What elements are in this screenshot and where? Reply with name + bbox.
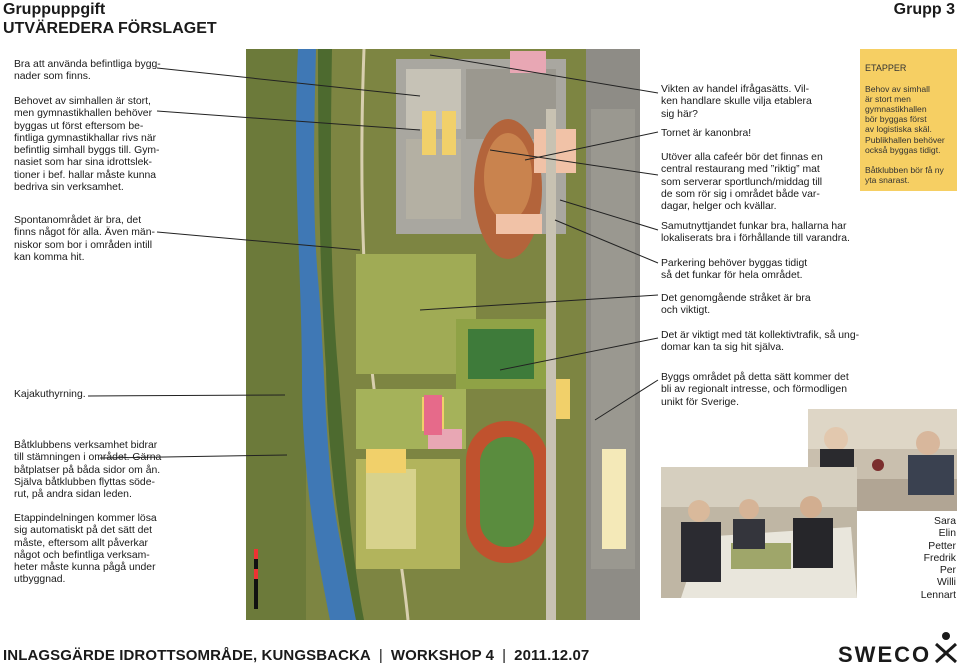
note-through-route: Det genomgående stråket är bra och viktigt. — [661, 293, 811, 317]
footer-workshop: WORKSHOP 4 — [390, 647, 495, 664]
participant-name: Petter — [928, 540, 956, 552]
group-label: Grupp 3 — [893, 1, 955, 18]
sweco-logo-text: SWECO — [838, 642, 932, 666]
note-swimming-hall: Behovet av simhallen är stort, men gymnastikhallen behöver byggas ut först eftersom be- fintliga gymnastikhallar rivs när befintlig simhall byggs till. Gym- nasiet som har sina idrottslek- tioner i bef. hallar måste kunna bedriva sin verksamhet. — [14, 96, 160, 194]
sticky-title: ETAPPER — [865, 63, 907, 74]
footer-project: INLAGSGÄRDE IDROTTSOMRÅDE, KUNGSBACKA — [3, 647, 371, 664]
participant-name: Willi — [936, 577, 956, 589]
note-parking: Parkering behöver byggas tidigt så det funkar för hela området. — [661, 258, 808, 282]
workshop-photo-2 — [661, 467, 857, 598]
note-regional-interest: Byggs området på detta sätt kommer det bli av regionalt intresse, och förmodligen unikt för Sverige. — [661, 372, 849, 408]
stages-sticky-note — [860, 49, 957, 191]
note-public-transport: Det är viktigt med tät kollektivtrafik, så ung- domar kan ta sig hit själva. — [661, 330, 860, 354]
note-buildings: Bra att använda befintliga bygg- nader som finns. — [14, 59, 161, 83]
note-restaurant: Utöver alla cafeér bör det finnas en central restaurang med ”riktig” mat som serverar sportlunch/middag till de som rör sig i området både var- dagar, helger och kvällar. — [661, 152, 823, 213]
note-tower: Tornet är kanonbra! — [661, 128, 752, 139]
title-line-1: Gruppuppgift — [3, 1, 106, 18]
participant-name: Fredrik — [923, 552, 956, 564]
note-kayak: Kajakuthyrning. — [14, 389, 86, 400]
participants-list — [921, 516, 956, 602]
footer-date: 2011.12.07 — [514, 647, 590, 664]
note-stages: Etappindelningen kommer lösa sig automatiskt på det sätt det måste, eftersom allt påverkar något och befintliga verksam- heter måste kunna pågå under utbyggnad. — [14, 513, 157, 586]
footer-title — [3, 647, 589, 665]
note-retail: Vikten av handel ifrågasätts. Vil- ken handlare skulle vilja etablera sig här? — [661, 84, 812, 120]
participant-name: Lennart — [920, 589, 956, 601]
participant-name: Sara — [934, 516, 956, 527]
sweco-symbol-icon — [936, 632, 956, 662]
footer-separator: | — [502, 647, 507, 664]
sticky-text: Behov av simhall är stort men gymnastikhallen bör byggas först av logistiska skäl. Publikhallen behöver också byggas tidigt. Båtklubben bör få ny yta snarast. — [865, 83, 945, 186]
title-line-2: UTVÄREDERA FÖRSLAGET — [3, 20, 217, 37]
sweco-logo — [838, 630, 958, 666]
note-shared-use: Samutnyttjandet funkar bra, hallarna har lokaliserats bra i förhållande till varandra. — [661, 221, 850, 245]
note-boat-club: Båtklubbens verksamhet bidrar till stämningen i området. Gärna båtplatser på båda sidor om ån. Själva båtklubben flyttas söde- rut, på andra sidan leden. — [14, 440, 162, 501]
participant-name: Elin — [938, 528, 956, 540]
note-spontaneous-area: Spontanområdet är bra, det finns något för alla. Även män- niskor som bor i områden intill kan komma hit. — [14, 215, 155, 263]
participant-name: Per — [939, 565, 956, 577]
footer-separator: | — [378, 647, 383, 664]
